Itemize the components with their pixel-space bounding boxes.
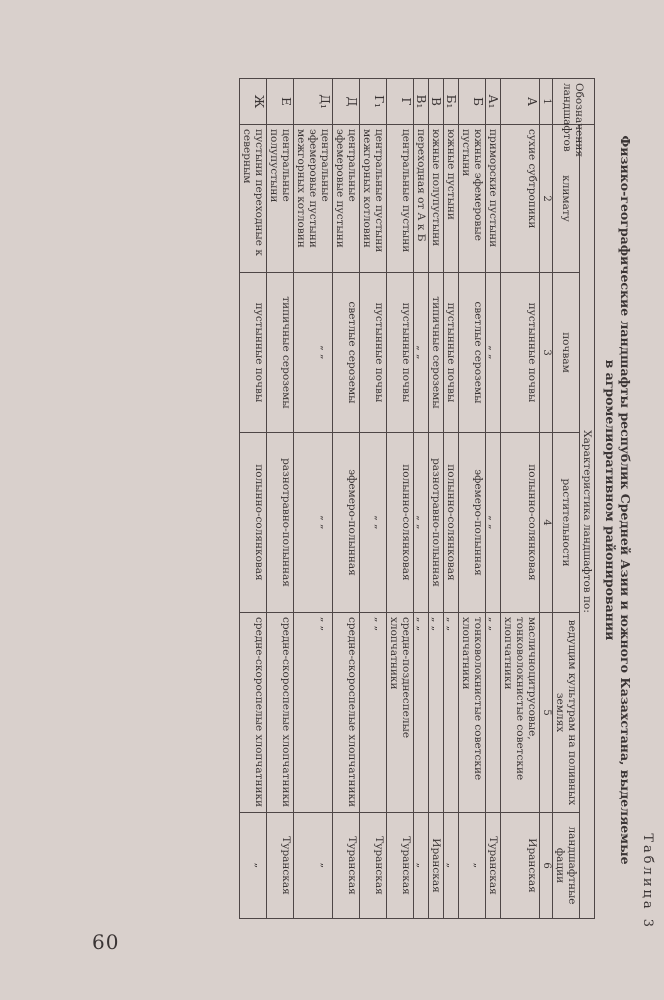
table-body — [240, 79, 540, 919]
header-soils: почвам — [553, 273, 580, 433]
table-row — [267, 79, 294, 919]
cell-code: В — [429, 79, 444, 125]
cell-vegetation: разнотравно-полынная — [267, 433, 294, 613]
cell-code: Е — [267, 79, 294, 125]
cell-soils: пустынные почвы — [387, 273, 414, 433]
cell-soils: „ „ — [486, 273, 501, 433]
header-crops: ведущим культурам на поливных землях — [553, 613, 580, 813]
cell-soils: светлые сероземы — [459, 273, 486, 433]
cell-code: В₁ — [414, 79, 429, 125]
column-number: 3 — [540, 273, 553, 433]
cell-vegetation: разнотравно-полынная — [429, 433, 444, 613]
cell-facies: „ — [294, 813, 333, 919]
landscape-table — [239, 78, 595, 919]
cell-crops: средне-позднеспелые хлопчатники — [387, 613, 414, 813]
cell-crops: средне-скороспелые хлопчатники — [267, 613, 294, 813]
cell-crops: „ „ — [486, 613, 501, 813]
cell-climate: центральные полупустыни — [267, 125, 294, 273]
cell-vegetation: „ „ — [294, 433, 333, 613]
table-row — [360, 79, 387, 919]
cell-climate: центральные эфемеровые пустыни межгорных котловин — [294, 125, 333, 273]
cell-climate: переходная от А к Б — [414, 125, 429, 273]
cell-vegetation: „ „ — [414, 433, 429, 613]
cell-vegetation: полынно-солянковая — [501, 433, 540, 613]
cell-crops: средне-скороспелые хлопчатники — [240, 613, 267, 813]
cell-code: А — [501, 79, 540, 125]
cell-soils: „ „ — [414, 273, 429, 433]
table-row — [240, 79, 267, 919]
table-row — [486, 79, 501, 919]
cell-soils: типичные сероземы — [267, 273, 294, 433]
table-label: Таблица 3 — [640, 833, 655, 930]
cell-vegetation: эфемеро-полынная — [459, 433, 486, 613]
cell-code: Б — [459, 79, 486, 125]
table-row — [333, 79, 360, 919]
cell-vegetation: „ „ — [486, 433, 501, 613]
header-designation: Обозначения ландшафтов — [553, 79, 595, 125]
table-row — [501, 79, 540, 919]
cell-vegetation: полынно-солянковая — [387, 433, 414, 613]
cell-climate: центральные пустыни — [387, 125, 414, 273]
cell-crops: „ „ — [360, 613, 387, 813]
cell-crops: „ „ — [444, 613, 459, 813]
cell-code: Д — [333, 79, 360, 125]
cell-code: А₁ — [486, 79, 501, 125]
cell-crops: средне-скороспелые хлопчатники — [333, 613, 360, 813]
cell-soils: светлые сероземы — [333, 273, 360, 433]
table-row — [414, 79, 429, 919]
column-number: 6 — [540, 813, 553, 919]
cell-facies: „ — [459, 813, 486, 919]
cell-climate: пустыни переходные к северным — [240, 125, 267, 273]
table-row — [444, 79, 459, 919]
cell-vegetation: „ „ — [360, 433, 387, 613]
cell-crops: „ „ — [429, 613, 444, 813]
cell-climate: центральные эфемеровые пустыни — [333, 125, 360, 273]
table-row — [429, 79, 444, 919]
column-number: 2 — [540, 125, 553, 273]
cell-code: Г₁ — [360, 79, 387, 125]
cell-climate: центральные пустыни межгорных котловин — [360, 125, 387, 273]
cell-vegetation: полынно-солянковая — [444, 433, 459, 613]
table-title-line-2: в агромелиоративном районировании — [603, 359, 618, 641]
cell-soils: пустынные почвы — [240, 273, 267, 433]
cell-soils: „ „ — [294, 273, 333, 433]
page-number: 60 — [92, 930, 120, 954]
cell-climate: южные эфемеровые пустыни — [459, 125, 486, 273]
column-number: 4 — [540, 433, 553, 613]
cell-soils: пустынные почвы — [444, 273, 459, 433]
cell-soils: типичные сероземы — [429, 273, 444, 433]
cell-facies: Туранская — [486, 813, 501, 919]
cell-facies: „ — [444, 813, 459, 919]
header-characteristics-group: Характеристика ландшафтов по: — [580, 125, 595, 919]
cell-code: Г — [387, 79, 414, 125]
cell-code: Б₁ — [444, 79, 459, 125]
cell-facies: Туранская — [267, 813, 294, 919]
table-title-line-1: Физико-географические ландшафты республик Средней Азии и южного Казахстана, выделяемые — [618, 135, 633, 865]
header-vegetation: растительности — [553, 433, 580, 613]
rotated-page-content — [95, 60, 655, 930]
table-row — [387, 79, 414, 919]
cell-facies: Иранская — [501, 813, 540, 919]
cell-climate: южные пустыни — [444, 125, 459, 273]
header-facies: ландшафтные фации — [553, 813, 580, 919]
cell-crops: масличноцитрусовые, тонковолокнистые советские хлопчатники — [501, 613, 540, 813]
cell-facies: Иранская — [429, 813, 444, 919]
cell-facies: Туранская — [333, 813, 360, 919]
cell-facies: Туранская — [387, 813, 414, 919]
cell-soils: пустынные почвы — [501, 273, 540, 433]
cell-vegetation: эфемеро-полынная — [333, 433, 360, 613]
cell-facies: Туранская — [360, 813, 387, 919]
column-number: 1 — [540, 79, 553, 125]
table-row — [294, 79, 333, 919]
cell-climate: южные полупустыни — [429, 125, 444, 273]
table-row — [459, 79, 486, 919]
cell-vegetation: полынно-солянковая — [240, 433, 267, 613]
column-number: 5 — [540, 613, 553, 813]
cell-crops: „ „ — [414, 613, 429, 813]
cell-facies: „ — [414, 813, 429, 919]
cell-crops: тонковолокнистые советские хлопчатники — [459, 613, 486, 813]
cell-crops: „ „ — [294, 613, 333, 813]
table-title — [603, 90, 633, 910]
cell-climate: приморские пустыни — [486, 125, 501, 273]
cell-soils: пустынные почвы — [360, 273, 387, 433]
cell-code: Д₁ — [294, 79, 333, 125]
cell-facies: „ — [240, 813, 267, 919]
header-climate: климату — [553, 125, 580, 273]
cell-climate: сухие субтропики — [501, 125, 540, 273]
cell-code: Ж — [240, 79, 267, 125]
